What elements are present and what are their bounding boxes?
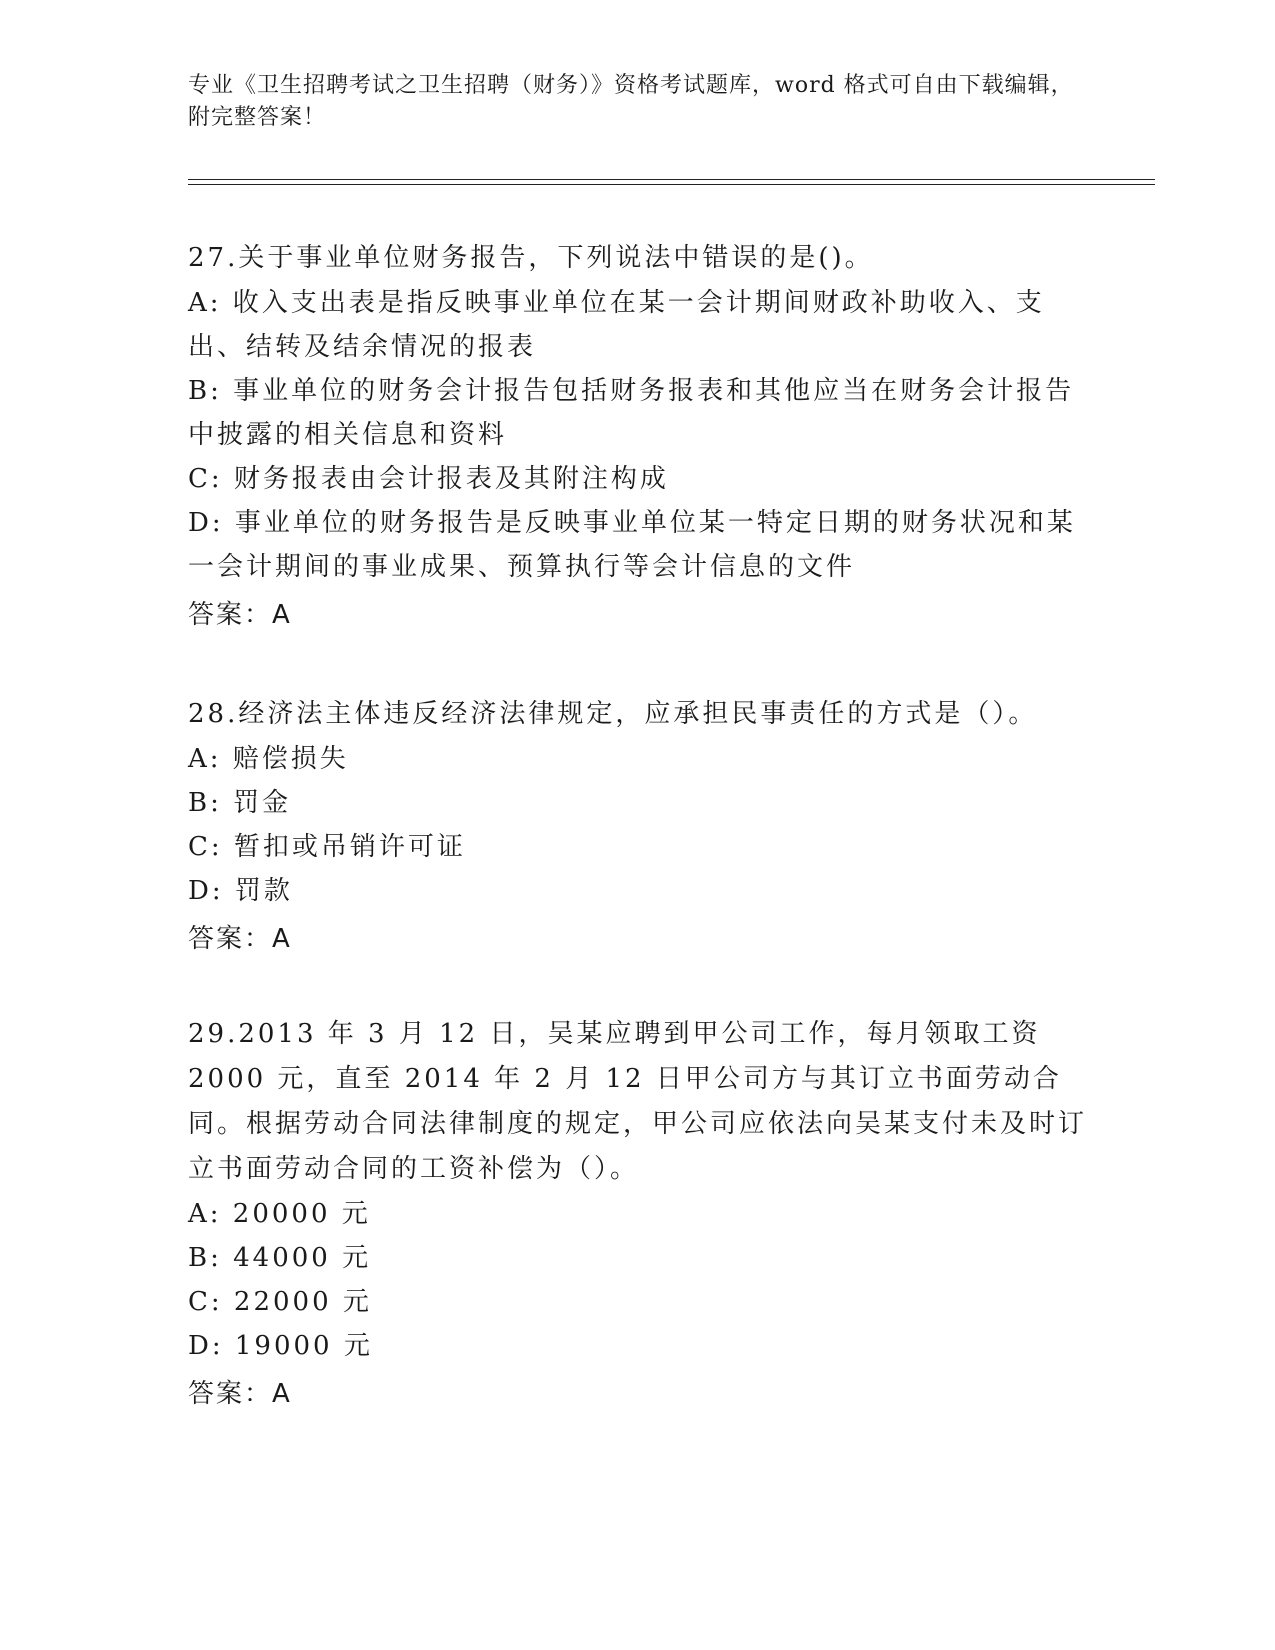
answer-line: 答案：A — [188, 924, 292, 954]
question-stem: 27.关于事业单位财务报告，下列说法中错误的是()。 — [188, 243, 874, 273]
option-b: B: 罚金 — [188, 788, 292, 818]
document-header: 专业《卫生招聘考试之卫生招聘（财务）》资格考试题库，word 格式可自由下载编辑，附完整答案！ — [188, 73, 1074, 130]
option-d: D: 事业单位的财务报告是反映事业单位某一特定日期的财务状况和某一会计期间的事业成果、预算执行等会计信息的文件 — [188, 508, 1076, 582]
header-divider-top — [188, 179, 1155, 180]
question-27 — [188, 236, 1088, 637]
answer-line: 答案：A — [188, 1379, 292, 1409]
question-29 — [188, 1012, 1088, 1416]
question-28 — [188, 692, 1088, 961]
option-a: A: 收入支出表是指反映事业单位在某一会计期间财政补助收入、支出、结转及结余情况的报表 — [188, 288, 1045, 362]
option-b: B: 事业单位的财务会计报告包括财务报表和其他应当在财务会计报告中披露的相关信息和资料 — [188, 376, 1075, 450]
option-a: A: 20000 元 — [188, 1199, 371, 1229]
header-divider-bottom — [188, 184, 1155, 185]
option-a: A: 赔偿损失 — [188, 744, 349, 774]
question-stem: 28.经济法主体违反经济法律规定，应承担民事责任的方式是（）。 — [188, 699, 1038, 729]
option-c: C: 22000 元 — [188, 1287, 372, 1317]
option-d: D: 19000 元 — [188, 1331, 373, 1361]
option-b: B: 44000 元 — [188, 1243, 372, 1273]
option-c: C: 财务报表由会计报表及其附注构成 — [188, 464, 669, 494]
option-c: C: 暂扣或吊销许可证 — [188, 832, 466, 862]
answer-line: 答案：A — [188, 600, 292, 630]
option-d: D: 罚款 — [188, 876, 293, 906]
question-stem: 29.2013 年 3 月 12 日，吴某应聘到甲公司工作，每月领取工资 2000 元，直至 2014 年 2 月 12 日甲公司方与其订立书面劳动合同。根据劳动合同法律制度的规定，甲公司应依法向吴某支付未及时订立书面劳动合同的工资补偿为（）。 — [188, 1019, 1088, 1184]
